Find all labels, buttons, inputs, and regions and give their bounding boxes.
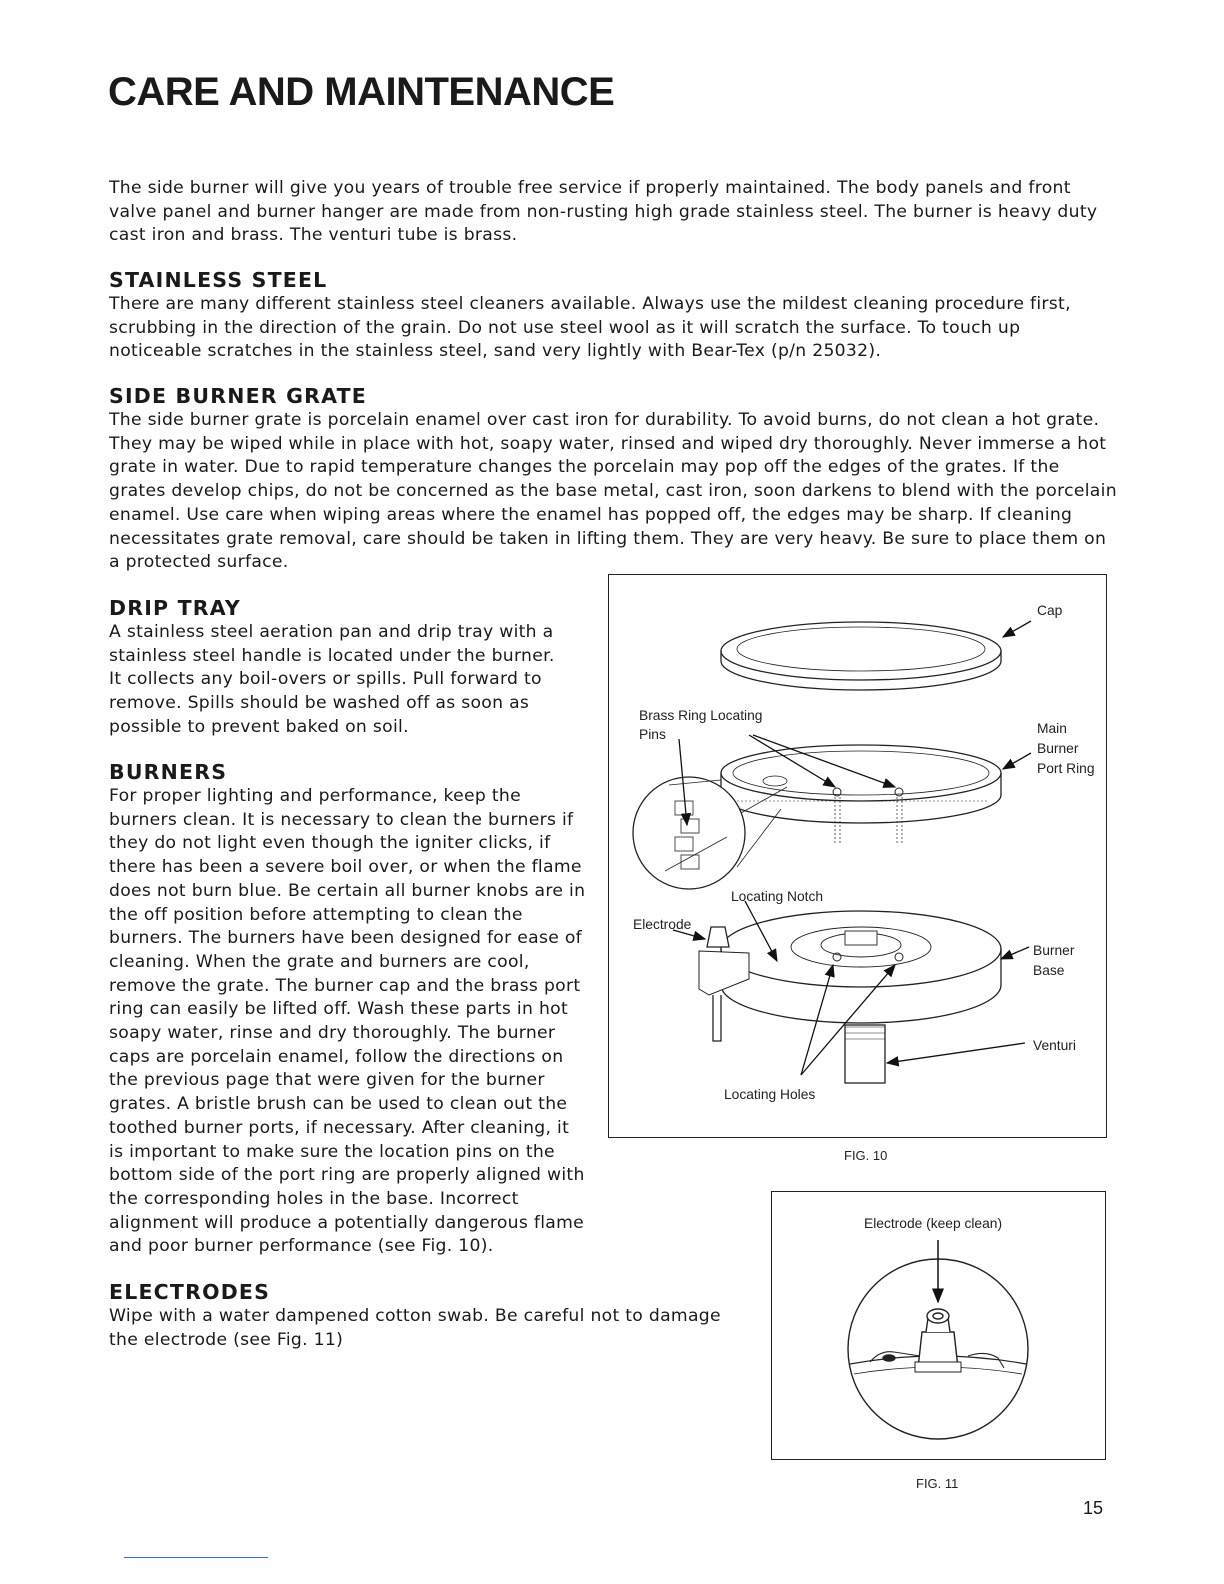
figure-10-diagram — [609, 575, 1106, 1137]
fig10-label-notch: Locating Notch — [731, 889, 824, 904]
fig10-label-electrode: Electrode — [633, 917, 692, 932]
burners-body: For proper lighting and performance, keep the burners clean. It is necessary to clean the burners if they do not light even though the igniter clicks, if there has been a severe boil over, or when the flame does not burn blue. Be certain all burner knobs are in the off position before attempting to clean the burners. The burners have been designed for ease of cleaning. When the grate and burners are cool, remove the grate. The burner cap and the brass port ring can easily be lifted off. Wash these parts in hot soapy water, rinse and dry thoroughly. The burner caps are porcelain enamel, follow the directions on the previous page that were given for the burner grates. A bristle brush can be used to clean out the toothed burner ports, if necessary. After cleaning, it is important to make sure the location pins on the bottom side of the port ring are properly aligned with the corresponding holes in the base. Incorrect alignment will produce a potentially dangerous flame and poor burner performance (see Fig. 10). — [109, 786, 586, 1257]
electrodes-heading: ELECTRODES — [109, 1280, 271, 1304]
drip-tray-heading: DRIP TRAY — [109, 596, 241, 620]
burners-heading: BURNERS — [109, 760, 228, 784]
fig10-label-main-3: Port Ring — [1037, 761, 1095, 776]
footer-divider — [124, 1557, 268, 1558]
figure-11-box — [771, 1191, 1106, 1460]
fig10-label-base-1: Burner — [1033, 943, 1075, 958]
fig10-caption: FIG. 10 — [844, 1148, 888, 1163]
page-title: CARE AND MAINTENANCE — [108, 70, 615, 114]
fig10-label-brass-ring-1: Brass Ring Locating — [639, 708, 763, 723]
fig10-label-venturi: Venturi — [1033, 1038, 1076, 1053]
stainless-steel-heading: STAINLESS STEEL — [109, 268, 328, 292]
figure-10-box — [608, 574, 1107, 1138]
fig10-label-main-2: Burner — [1037, 741, 1079, 756]
fig11-label-electrode: Electrode (keep clean) — [864, 1216, 1003, 1231]
fig10-label-base-2: Base — [1033, 963, 1065, 978]
side-burner-grate-body: The side burner grate is porcelain enamel over cast iron for durability. To avoid burns, do not clean a hot grate. They may be wiped while in place with hot, soapy water, rinsed and wiped dry thoroughly. Never immerse a hot grate in water. Due to rapid temperature changes the porcelain may pop off the edges of the grates. If the grates develop chips, do not be concerned as the base metal, cast iron, soon darkens to blend with the porcelain enamel. Use care when wiping areas where the enamel has popped off, the edges may be sharp. If cleaning necessitates grate removal, care should be taken in lifting them. They are very heavy. Be sure to place them on a protected surface. — [109, 410, 1117, 573]
electrodes-body: Wipe with a water dampened cotton swab. Be careful not to damage the electrode (see Fig. 11) — [109, 1306, 721, 1350]
fig10-label-brass-ring-2: Pins — [639, 727, 666, 742]
fig10-label-holes: Locating Holes — [724, 1087, 816, 1102]
fig11-caption: FIG. 11 — [916, 1476, 959, 1491]
stainless-steel-body: There are many different stainless steel cleaners available. Always use the mildest cleaning procedure first, scrubbing in the direction of the grain. Do not use steel wool as it will scratch the surface. To touch up noticeable scratches in the stainless steel, sand very lightly with Bear-Tex (p/n 25032). — [109, 294, 1071, 362]
drip-tray-body: A stainless steel aeration pan and drip tray with a stainless steel handle is located under the burner. It collects any boil-overs or spills. Pull forward to remove. Spills should be washed off as soon as possible to prevent baked on soil. — [109, 622, 555, 737]
intro-paragraph: The side burner will give you years of trouble free service if properly maintained. The body panels and front valve panel and burner hanger are made from non-rusting high grade stainless steel. The burner is heavy duty cast iron and brass. The venturi tube is brass. — [109, 178, 1098, 246]
page-number: 15 — [1083, 1498, 1104, 1518]
fig10-label-main-1: Main — [1037, 721, 1067, 736]
fig10-label-cap: Cap — [1037, 603, 1063, 618]
side-burner-grate-heading: SIDE BURNER GRATE — [109, 384, 367, 408]
